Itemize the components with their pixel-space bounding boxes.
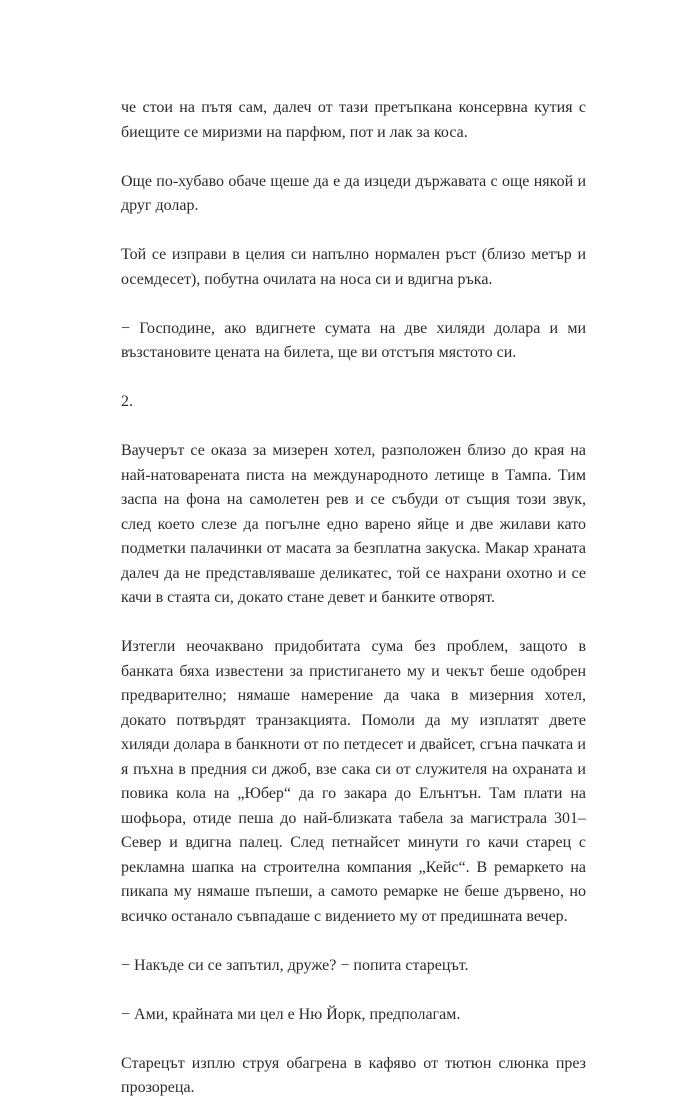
paragraph-7: Изтегли неочаквано придобитата сума без проблем, защото в банката бяха известени за пристигането му и чекът беше одобрен предварително; нямаше намерение да чака в мизерния хотел, докато потвърдят транзакцията. Помоли да му изплатят двете хиляди долара в банкноти от по петдесет и двайсет, сгъна пачката и я пъхна в предния си джоб, взе сака си от служителя на охраната и повика кола на „Юбер“ да го закара до Елънтън. Там плати на шофьора, отиде пеша до най-близката табела за магистрала 301–Север и вдигна палец. След петнайсет минути го качи старец с рекламна шапка на строителна компания „Кейс“. В ремаркето на пикапа му нямаше пъпеши, а самото ремарке не беше дървено, но всичко останало съвпадаше с видението му от предишната вечер. [121,638,586,925]
section-number: 2. [121,393,133,410]
paragraph-1: че стои на пътя сам, далеч от тази претъпкана консервна кутия с биещите се миризми на парфюм, пот и лак за коса. [121,99,586,141]
paragraph-6: Ваучерът се оказа за мизерен хотел, разположен близо до края на най-натоварената писта на международното летище в Тампа. Тим заспа на фона на самолетен рев и се събуди от същия този звук, след което слезе да погълне едно варено яйце и две жилави като подметки палачинки от масата за безплатна закуска. Макар храната далеч да не представляваше деликатес, той се нахрани охотно и се качи в стаята си, докато стане девет и банките отворят. [121,442,586,606]
paragraph-10: Старецът изплю струя обагрена в кафяво от тютюн слюнка през прозореца. [121,1054,586,1096]
paragraph-9-dialogue: − Ами, крайната ми цел е Ню Йорк, предполагам. [121,1005,461,1023]
paragraph-3: Той се изправи в целия си напълно нормален ръст (близо метър и осемдесет), побутна очилата на носа си и вдигна ръка. [121,246,586,288]
paragraph-4-dialogue: − Господине, ако вдигнете сумата на две хиляди долара и ми възстановите цената на билета, ще ви отстъпя мястото си. [121,319,586,361]
paragraph-8-dialogue: − Накъде си се запътил, друже? − попита старецът. [121,956,469,974]
paragraph-2: Още по-хубаво обаче щеше да е да изцеди държавата с още някой и друг долар. [121,172,586,214]
